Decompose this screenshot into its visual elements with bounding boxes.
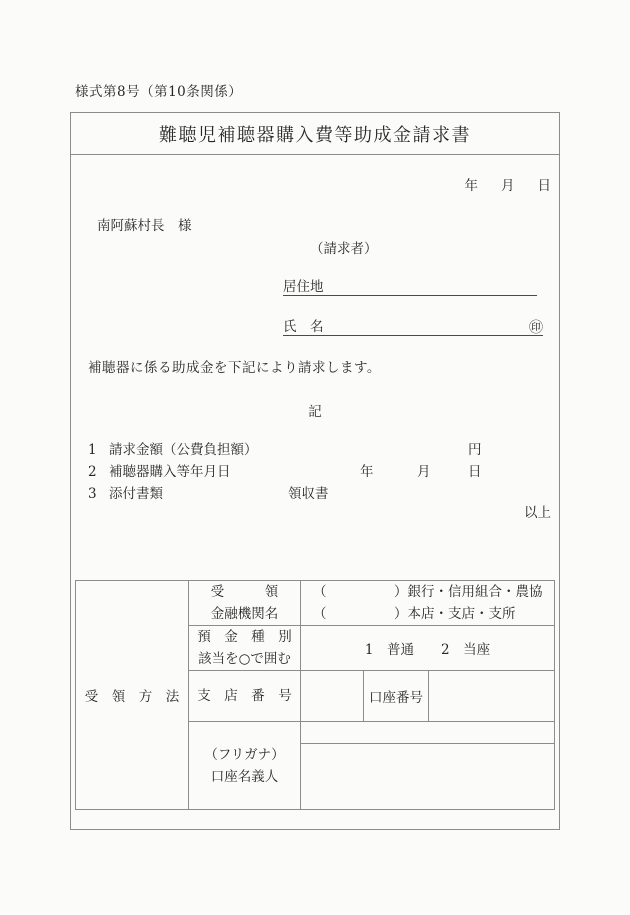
institution-input-cell [301, 581, 555, 626]
deposit-type-options: 1 普通 2 当座 [364, 642, 491, 658]
institution-bank-line: （ ）銀行・信用組合・農協 [313, 584, 543, 600]
account-number-label: 口座番号 [369, 690, 423, 706]
year-label: 年 [360, 464, 374, 480]
furigana-input-cell [301, 722, 555, 744]
table-row [76, 581, 555, 626]
name-label: 氏 名 [283, 319, 324, 335]
deposit-type-label-line1: 預 金 種 別 [197, 629, 292, 645]
deposit-type-label-cell [189, 626, 301, 671]
institution-label-line2: 金融機関名 [210, 606, 279, 622]
date-line [465, 174, 552, 194]
form-title: 難聴児補聴器購入費等助成金請求書 [159, 124, 471, 146]
request-statement: 補聴器に係る助成金を下記により請求します。 [88, 360, 381, 376]
item-label: 補聴器購入等年月日 [109, 464, 231, 480]
addressee: 南阿蘇村長 様 [97, 218, 192, 234]
closing-marker: 以上 [524, 505, 551, 521]
account-number-input-cell [429, 671, 555, 722]
account-number-label-cell [364, 671, 429, 722]
form-number: 様式第8号（第10条関係） [75, 84, 243, 100]
record-marker: 記 [308, 404, 322, 420]
branch-number-input-cell [301, 671, 364, 722]
receipt-method-label: 受 領 方 法 [84, 689, 180, 705]
seal-mark: ㊞ [529, 320, 543, 336]
claimant-label: （請求者） [310, 241, 378, 257]
institution-branch-line: （ ）本店・支店・支所 [313, 606, 516, 622]
item-claim-amount [88, 438, 559, 458]
receipt-method-header-cell [76, 581, 189, 810]
date-day-label: 日 [537, 178, 551, 194]
item-label: 添付書類 [109, 486, 163, 502]
month-label: 月 [417, 464, 431, 480]
deposit-type-label-line2: 該当を○で囲む [198, 651, 291, 667]
form-title-bar [71, 113, 559, 155]
account-holder-label-cell [189, 722, 301, 810]
form-border-box [70, 112, 560, 830]
item-label: 請求金額（公費負担額） [109, 442, 258, 458]
furigana-label: （フリガナ） [204, 746, 285, 763]
institution-label-cell [189, 581, 301, 626]
item-number: 1 [88, 442, 97, 458]
item-attachments [88, 482, 559, 502]
day-label: 日 [468, 464, 482, 480]
account-holder-label: 口座名義人 [210, 768, 279, 785]
institution-label-line1: 受 領 [210, 584, 279, 600]
attachment-value: 領収書 [288, 486, 329, 502]
item-number: 3 [88, 486, 97, 502]
yen-unit-label: 円 [468, 442, 482, 458]
item-purchase-date [88, 460, 559, 480]
account-holder-input-cell [301, 744, 555, 810]
item-number: 2 [88, 464, 97, 480]
date-year-label: 年 [464, 178, 478, 194]
address-label: 居住地 [283, 279, 324, 295]
branch-number-label: 支 店 番 号 [197, 688, 292, 704]
payment-method-table [75, 580, 555, 810]
address-field [283, 277, 537, 296]
branch-number-label-cell [189, 671, 301, 722]
date-month-label: 月 [501, 178, 515, 194]
name-field [283, 317, 543, 336]
deposit-type-options-cell [301, 626, 555, 671]
